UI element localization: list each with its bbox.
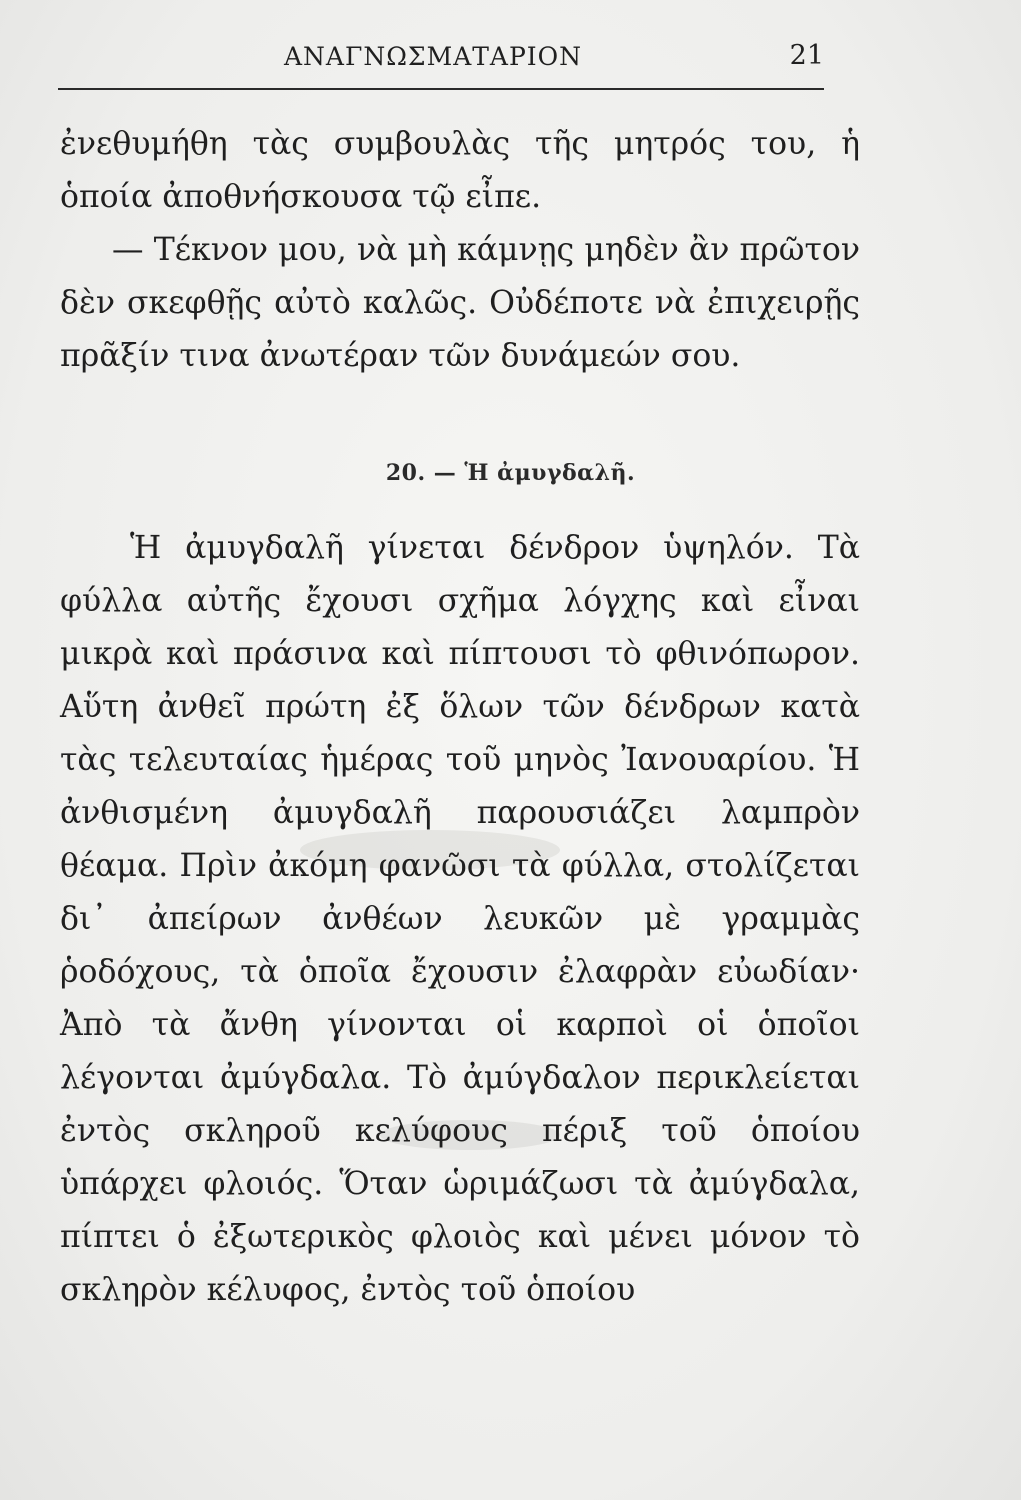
paragraph-quote: — Τέκνον μου, νὰ μὴ κάμνῃς μηδὲν ἂν πρῶτον δὲν σκεφθῇς αὐτὸ καλῶς. Οὐδέποτε νὰ ἐπιχειρῇς πρᾶξίν τινα ἀνωτέραν τῶν δυνάμεών σου. <box>60 232 860 374</box>
header-rule <box>58 88 824 90</box>
section-heading: 20. — Ἡ ἀμυγδαλῆ. <box>385 460 636 486</box>
running-header <box>58 28 824 92</box>
page-number: 21 <box>789 40 824 71</box>
running-title: ΑΝΑΓΝΩΣΜΑΤΑΡΙΟΝ <box>284 42 583 71</box>
paragraph-almond-tree: Ἡ ἀμυγδαλῆ γίνεται δένδρον ὑψηλόν. Τὰ φύλλα αὐτῆς ἔχουσι σχῆμα λόγχης καὶ εἶναι μικρὰ καὶ πράσινα καὶ πίπτουσι τὸ φθινόπωρον. Αὕτη ἀνθεῖ πρώτη ἐξ ὅλων τῶν δένδρων κατὰ τὰς τελευταίας ἡμέρας τοῦ μηνὸς Ἰανουαρίου. Ἡ ἀνθισμένη ἀμυγδαλῆ παρουσιάζει λαμπρὸν θέαμα. Πρὶν ἀκόμη φανῶσι τὰ φύλλα, στολίζεται δι᾽ ἀπείρων ἀνθέων λευκῶν μὲ γραμμὰς ῥοδόχους, τὰ ὁποῖα ἔχουσιν ἐλαφρὰν εὐωδίαν· Ἀπὸ τὰ ἄνθη γίνονται οἱ καρποὶ οἱ ὁποῖοι λέγονται ἀμύγδαλα. Τὸ ἀμύγδαλον περικλείεται ἐντὸς σκληροῦ κελύφους πέριξ τοῦ ὁποίου ὑπάρχει φλοιός. Ὅταν ὡριμάζωσι τὰ ἀμύγδαλα, πίπτει ὁ ἐξωτερικὸς φλοιὸς καὶ μένει μόνον τὸ σκληρὸν κέλυφος, ἐντὸς τοῦ ὁποίου <box>60 530 860 1308</box>
paragraph-continuation: ἐνεθυμήθη τὰς συμβουλὰς τῆς μητρός του, ἡ ὁποία ἀποθνήσκουσα τῷ εἶπε. <box>60 126 860 215</box>
